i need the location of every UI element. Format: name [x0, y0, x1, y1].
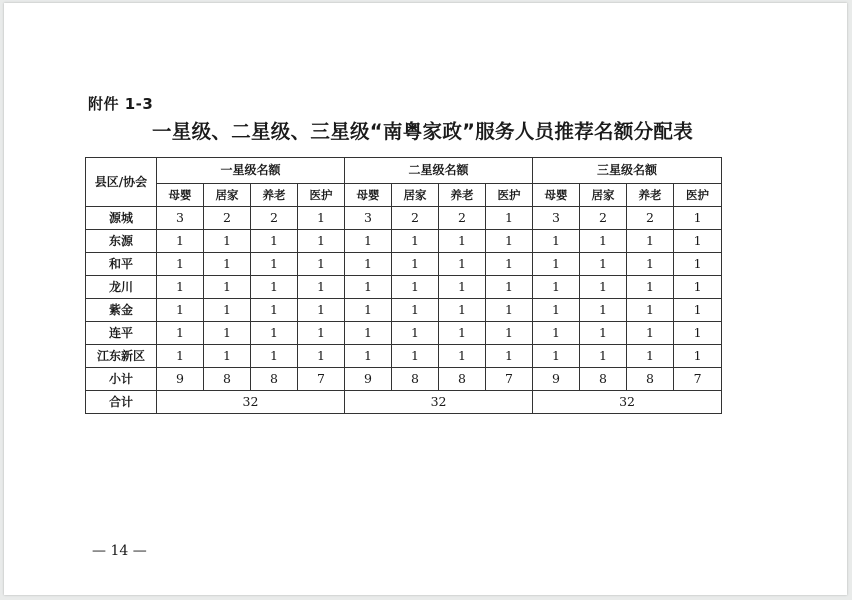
- total-two-star-cell: 32: [345, 391, 533, 414]
- subcolumn-header: 母婴: [345, 184, 392, 207]
- quota-value-cell: 1: [674, 207, 722, 230]
- area-name-cell: 龙川: [86, 276, 157, 299]
- quota-value-cell: 2: [204, 207, 251, 230]
- quota-value-cell: 1: [627, 322, 674, 345]
- quota-value-cell: 1: [392, 276, 439, 299]
- quota-value-cell: 1: [486, 230, 533, 253]
- subcolumn-header: 居家: [392, 184, 439, 207]
- quota-value-cell: 1: [533, 299, 580, 322]
- quota-value-cell: 1: [298, 230, 345, 253]
- quota-value-cell: 9: [345, 368, 392, 391]
- quota-table: [85, 157, 722, 414]
- quota-value-cell: 1: [674, 253, 722, 276]
- quota-value-cell: 1: [486, 207, 533, 230]
- quota-value-cell: 1: [439, 276, 486, 299]
- quota-value-cell: 1: [486, 299, 533, 322]
- table-row: [86, 207, 722, 230]
- table-row: [86, 299, 722, 322]
- quota-value-cell: 1: [157, 230, 204, 253]
- table-subheader-row: [86, 184, 722, 207]
- quota-value-cell: 1: [251, 253, 298, 276]
- subcolumn-header: 医护: [486, 184, 533, 207]
- area-name-cell: 连平: [86, 322, 157, 345]
- document-title: 一星级、二星级、三星级“南粤家政”服务人员推荐名额分配表: [152, 120, 694, 143]
- subcolumn-header: 养老: [251, 184, 298, 207]
- quota-value-cell: 1: [204, 230, 251, 253]
- quota-value-cell: 1: [204, 299, 251, 322]
- quota-value-cell: 1: [580, 322, 627, 345]
- quota-value-cell: 8: [580, 368, 627, 391]
- quota-value-cell: 9: [533, 368, 580, 391]
- subcolumn-header: 居家: [204, 184, 251, 207]
- quota-value-cell: 1: [439, 299, 486, 322]
- quota-value-cell: 1: [392, 322, 439, 345]
- table-row: [86, 368, 722, 391]
- quota-value-cell: 1: [204, 322, 251, 345]
- quota-value-cell: 1: [674, 345, 722, 368]
- quota-value-cell: 1: [392, 230, 439, 253]
- quota-value-cell: 1: [439, 345, 486, 368]
- quota-value-cell: 3: [533, 207, 580, 230]
- quota-value-cell: 1: [580, 276, 627, 299]
- area-name-cell: 源城: [86, 207, 157, 230]
- quota-value-cell: 1: [627, 253, 674, 276]
- quota-value-cell: 1: [345, 230, 392, 253]
- quota-value-cell: 1: [533, 230, 580, 253]
- quota-value-cell: 1: [298, 253, 345, 276]
- quota-value-cell: 1: [674, 299, 722, 322]
- attachment-label: 附件 1-3: [88, 95, 154, 113]
- table-row: [86, 276, 722, 299]
- quota-value-cell: 1: [533, 253, 580, 276]
- quota-value-cell: 1: [157, 322, 204, 345]
- subcolumn-header: 母婴: [157, 184, 204, 207]
- quota-value-cell: 1: [627, 230, 674, 253]
- quota-value-cell: 1: [674, 276, 722, 299]
- quota-value-cell: 1: [204, 253, 251, 276]
- quota-value-cell: 1: [157, 253, 204, 276]
- subcolumn-header: 医护: [298, 184, 345, 207]
- quota-value-cell: 1: [251, 299, 298, 322]
- quota-value-cell: 2: [251, 207, 298, 230]
- quota-value-cell: 1: [251, 345, 298, 368]
- quota-value-cell: 1: [345, 345, 392, 368]
- quota-value-cell: 1: [298, 276, 345, 299]
- table-row: [86, 253, 722, 276]
- quota-value-cell: 1: [251, 230, 298, 253]
- quota-value-cell: 1: [345, 253, 392, 276]
- quota-value-cell: 2: [439, 207, 486, 230]
- quota-value-cell: 1: [298, 345, 345, 368]
- quota-value-cell: 1: [674, 322, 722, 345]
- total-three-star-cell: 32: [533, 391, 722, 414]
- quota-value-cell: 1: [486, 322, 533, 345]
- quota-value-cell: 2: [627, 207, 674, 230]
- group-header-two-star: 二星级名额: [345, 158, 533, 184]
- quota-value-cell: 1: [392, 299, 439, 322]
- quota-value-cell: 1: [580, 345, 627, 368]
- quota-value-cell: 1: [627, 276, 674, 299]
- quota-value-cell: 1: [157, 345, 204, 368]
- quota-value-cell: 1: [533, 276, 580, 299]
- quota-value-cell: 2: [580, 207, 627, 230]
- document-page: [4, 3, 847, 595]
- quota-value-cell: 1: [674, 230, 722, 253]
- quota-value-cell: 1: [298, 322, 345, 345]
- quota-value-cell: 1: [251, 276, 298, 299]
- quota-value-cell: 1: [486, 345, 533, 368]
- area-name-cell: 江东新区: [86, 345, 157, 368]
- quota-value-cell: 7: [674, 368, 722, 391]
- group-header-one-star: 一星级名额: [157, 158, 345, 184]
- row-header-cell: 县区/协会: [86, 158, 157, 207]
- quota-value-cell: 1: [439, 322, 486, 345]
- quota-value-cell: 1: [345, 322, 392, 345]
- table-group-header-row: [86, 158, 722, 184]
- quota-value-cell: 8: [439, 368, 486, 391]
- page-number: — 14 —: [92, 543, 147, 559]
- quota-value-cell: 1: [533, 345, 580, 368]
- quota-value-cell: 1: [627, 345, 674, 368]
- quota-value-cell: 8: [627, 368, 674, 391]
- quota-value-cell: 1: [298, 299, 345, 322]
- quota-value-cell: 8: [392, 368, 439, 391]
- subcolumn-header: 养老: [627, 184, 674, 207]
- quota-value-cell: 3: [157, 207, 204, 230]
- quota-value-cell: 3: [345, 207, 392, 230]
- total-row: [86, 391, 722, 414]
- area-name-cell: 和平: [86, 253, 157, 276]
- table-row: [86, 230, 722, 253]
- area-name-cell: 东源: [86, 230, 157, 253]
- quota-value-cell: 1: [533, 322, 580, 345]
- quota-value-cell: 1: [439, 230, 486, 253]
- quota-value-cell: 7: [298, 368, 345, 391]
- total-one-star-cell: 32: [157, 391, 345, 414]
- quota-value-cell: 1: [204, 276, 251, 299]
- quota-value-cell: 1: [580, 253, 627, 276]
- area-name-cell: 紫金: [86, 299, 157, 322]
- quota-value-cell: 1: [204, 345, 251, 368]
- quota-value-cell: 1: [157, 276, 204, 299]
- quota-value-cell: 1: [345, 299, 392, 322]
- quota-value-cell: 1: [345, 276, 392, 299]
- area-name-cell: 小计: [86, 368, 157, 391]
- quota-value-cell: 1: [392, 253, 439, 276]
- quota-value-cell: 2: [392, 207, 439, 230]
- quota-value-cell: 8: [251, 368, 298, 391]
- subcolumn-header: 养老: [439, 184, 486, 207]
- group-header-three-star: 三星级名额: [533, 158, 722, 184]
- table-row: [86, 322, 722, 345]
- quota-value-cell: 1: [486, 276, 533, 299]
- quota-value-cell: 1: [392, 345, 439, 368]
- table-row: [86, 345, 722, 368]
- total-label-cell: 合计: [86, 391, 157, 414]
- quota-value-cell: 1: [251, 322, 298, 345]
- quota-value-cell: 1: [298, 207, 345, 230]
- quota-value-cell: 8: [204, 368, 251, 391]
- quota-value-cell: 1: [627, 299, 674, 322]
- quota-value-cell: 9: [157, 368, 204, 391]
- quota-value-cell: 7: [486, 368, 533, 391]
- subcolumn-header: 居家: [580, 184, 627, 207]
- quota-value-cell: 1: [486, 253, 533, 276]
- table-body: [86, 207, 722, 391]
- subcolumn-header: 母婴: [533, 184, 580, 207]
- quota-value-cell: 1: [580, 299, 627, 322]
- quota-value-cell: 1: [580, 230, 627, 253]
- subcolumn-header: 医护: [674, 184, 722, 207]
- quota-value-cell: 1: [439, 253, 486, 276]
- quota-value-cell: 1: [157, 299, 204, 322]
